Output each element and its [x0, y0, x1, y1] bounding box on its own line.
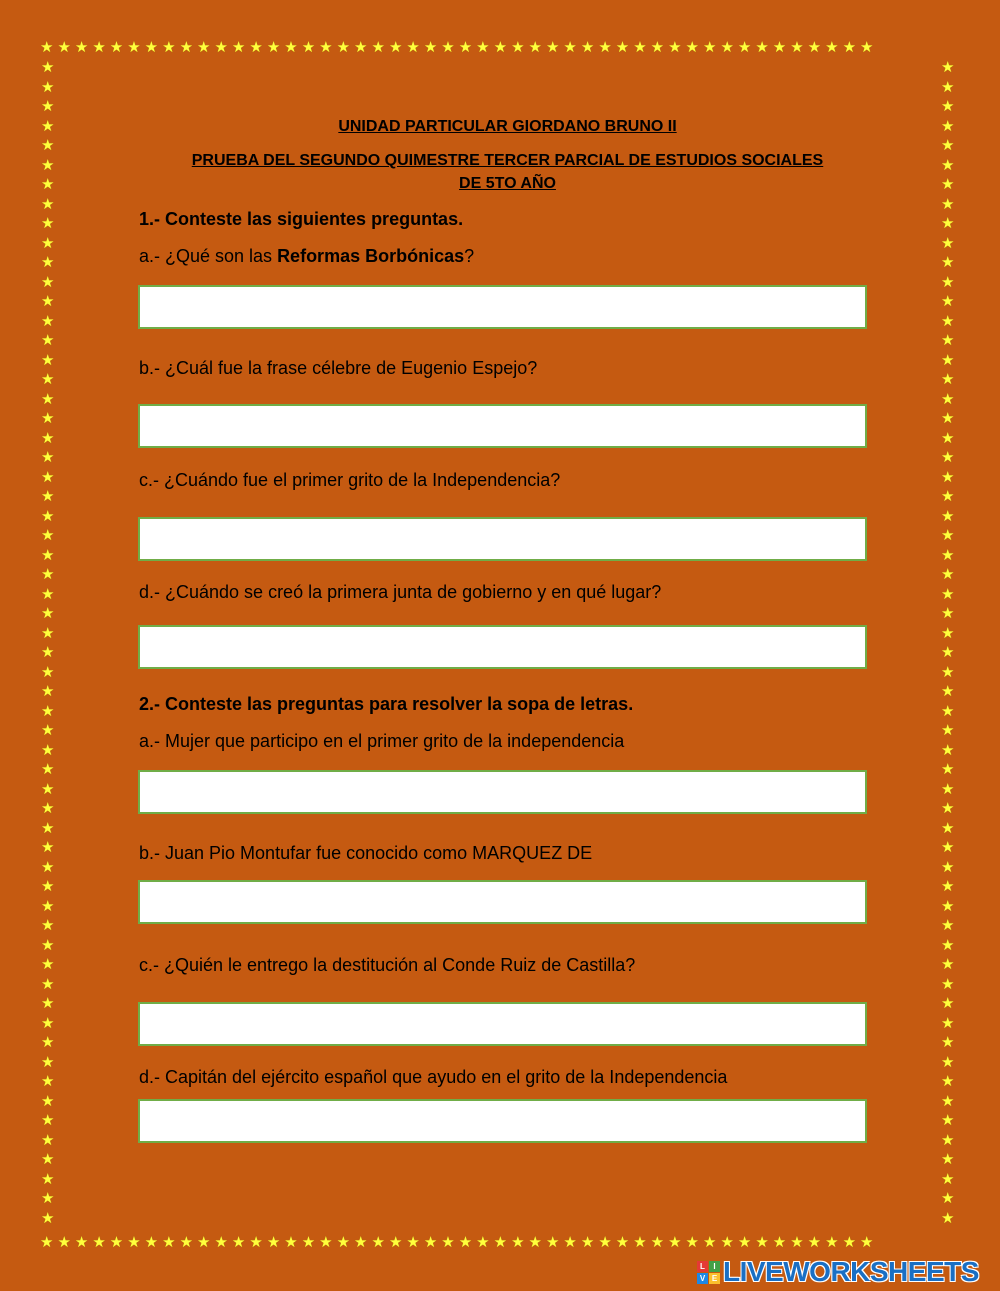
logo-text: LIVEWORKSHEETS [723, 1256, 979, 1287]
logo-letter: E [709, 1273, 720, 1284]
s2-answer-d-input[interactable] [138, 1099, 867, 1143]
s1-question-b: b.- ¿Cuál fue la frase célebre de Eugenio Espejo? [139, 358, 538, 378]
s1-question-a-suffix: ? [464, 246, 475, 266]
section1-title: 1.- Conteste las siguientes preguntas. [139, 209, 464, 229]
s1-answer-c-input[interactable] [138, 517, 867, 561]
liveworksheets-logo [697, 1256, 979, 1288]
s2-question-b: b.- Juan Pio Montufar fue conocido como MARQUEZ DE [139, 843, 593, 863]
s2-answer-c-input[interactable] [138, 1002, 867, 1046]
s2-question-d: d.- Capitán del ejército español que ayudo en el grito de la Independencia [139, 1067, 728, 1087]
s1-question-a-prefix: a.- ¿Qué son las [139, 246, 278, 266]
s2-answer-b-input[interactable] [138, 880, 867, 924]
logo-letter: L [697, 1261, 708, 1272]
s1-question-c: c.- ¿Cuándo fue el primer grito de la Independencia? [139, 470, 561, 490]
s1-answer-d-input[interactable] [138, 625, 867, 669]
s1-question-d: d.- ¿Cuándo se creó la primera junta de gobierno y en qué lugar? [139, 582, 662, 602]
star-border-top: ★★★★★★★★★★★★★★★★★★★★★★★★★★★★★★★★★★★★★★★★★★★★★★★★ [40, 40, 878, 56]
s2-question-c: c.- ¿Quién le entrego la destitución al Conde Ruiz de Castilla? [139, 955, 636, 975]
s1-answer-b-input[interactable] [138, 404, 867, 448]
star-border-left: ★★★★★★★★★★★★★★★★★★★★★★★★★★★★★★★★★★★★★★★★★★★★★★★★★★★★★★★★★★★★ [41, 58, 55, 1227]
logo-mark [697, 1261, 720, 1284]
star-border-right: ★★★★★★★★★★★★★★★★★★★★★★★★★★★★★★★★★★★★★★★★★★★★★★★★★★★★★★★★★★★★ [941, 58, 955, 1227]
exam-title-line1: PRUEBA DEL SEGUNDO QUIMESTRE TERCER PARCIAL DE ESTUDIOS SOCIALES [191, 152, 824, 169]
star-border-bottom: ★★★★★★★★★★★★★★★★★★★★★★★★★★★★★★★★★★★★★★★★★★★★★★★★ [40, 1235, 878, 1251]
s2-answer-a-input[interactable] [138, 770, 867, 814]
s1-question-a [139, 246, 474, 267]
logo-letter: V [697, 1273, 708, 1284]
s1-question-a-bold: Reformas Borbónicas [277, 246, 465, 266]
school-title: UNIDAD PARTICULAR GIORDANO BRUNO II [338, 118, 677, 135]
section2-title: 2.- Conteste las preguntas para resolver la sopa de letras. [139, 694, 634, 714]
s2-question-a: a.- Mujer que participo en el primer grito de la independencia [139, 731, 625, 751]
s1-answer-a-input[interactable] [138, 285, 867, 329]
logo-letter: I [709, 1261, 720, 1272]
exam-title-line2: DE 5TO AÑO [459, 175, 556, 192]
